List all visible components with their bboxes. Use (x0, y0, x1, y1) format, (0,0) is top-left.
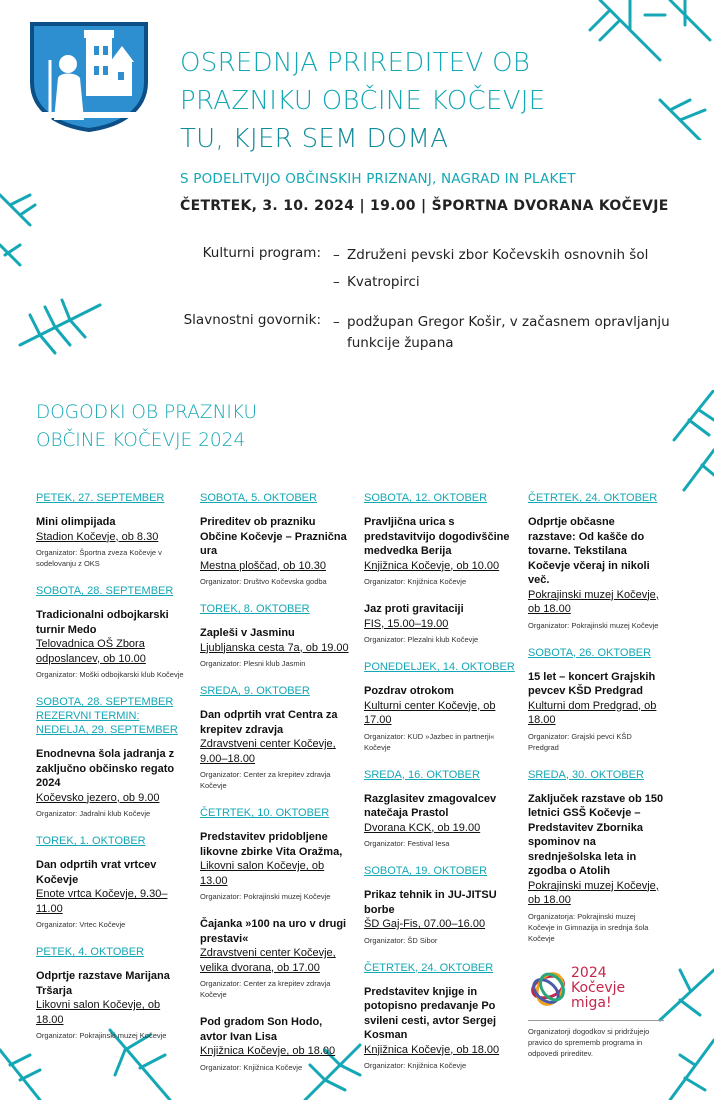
event-day-heading: SOBOTA, 28. SEPTEMBER REZERVNI TERMIN: NEDELJA, 29. SEPTEMBER (36, 696, 178, 736)
event-item (36, 747, 188, 819)
event-item (364, 684, 516, 753)
event-item (36, 515, 188, 569)
divider (528, 1020, 664, 1021)
event-title: Predstavitev pridobljene likovne zbirke Vita Oražma, (200, 831, 343, 858)
event-title: Prikaz tehnik in JU-JITSU borbe (364, 889, 497, 916)
event-location: Enote vrtca Kočevje, 9.30–11.00 (36, 888, 168, 915)
event-title: Pod gradom Son Hodo, avtor Ivan Lisa (200, 1016, 323, 1043)
event-item (200, 917, 350, 1000)
event-day-heading: SOBOTA, 26. OKTOBER (528, 646, 652, 659)
event-title: Čajanka »100 na uro v drugi prestavi« (200, 918, 347, 945)
event-title: Odprtje občasne razstave: Od kašče do tovarne. Tekstilana Kočevje včeraj in nikoli več. (528, 516, 650, 586)
speaker-label: Slavnostni govornik: (183, 312, 321, 328)
events-column-1 (36, 491, 188, 1056)
event-organizer: Organizator: Društvo Kočevska godba (200, 577, 327, 586)
main-title (180, 44, 680, 158)
event-location: Mestna ploščad, ob 10.30 (200, 559, 326, 572)
events-column-3 (364, 491, 516, 1086)
event-location: Kulturni center Kočevje, ob 17.00 (364, 699, 496, 726)
event-organizer: Organizator: Moški odbojkarski klub Kočevje (36, 670, 184, 679)
event-item (364, 985, 516, 1072)
snowflake-branch-left-icon (0, 185, 105, 370)
event-location: Telovadnica OŠ Zbora odposlancev, ob 10.00 (36, 638, 146, 665)
event-organizer: Organizator: Festival Iesa (364, 839, 450, 848)
speaker-item: – podžupan Gregor Košir, v začasnem opravljanju funkcije župana (333, 312, 670, 354)
event-item (364, 515, 516, 587)
event-day-heading: ČETRTEK, 24. OKTOBER (364, 961, 494, 974)
speaker-row (180, 312, 670, 360)
title-line-1: OSREDNJA PRIREDITEV OB (180, 48, 531, 78)
event-location: Likovni salon Kočevje, ob 13.00 (200, 860, 325, 887)
event-location: Pokrajinski muzej Kočevje, ob 18.00 (528, 588, 659, 615)
event-item (36, 969, 188, 1041)
event-location: Zdravstveni center Kočevje, 9.00–18.00 (200, 738, 336, 765)
event-date-place: ČETRTEK, 3. 10. 2024 | 19.00 | ŠPORTNA DVORANA KOČEVJE (180, 198, 669, 214)
event-location: Knjižnica Kočevje, ob 18.00 (364, 1043, 500, 1056)
event-title: Tradicionalni odbojkarski turnir Medo (36, 609, 169, 636)
event-item (528, 670, 664, 753)
event-title: Jaz proti gravitaciji (364, 603, 464, 615)
logo-text: 2024 Kočevje miga! (571, 965, 626, 1011)
event-organizer: Organizator: Pokrajinski muzej Kočevje (200, 892, 331, 901)
event-location: Dvorana KCK, ob 19.00 (364, 821, 481, 834)
event-title: Predstavitev knjige in potopisno predavanje Po svileni cesti, avtor Sergej Kosman (364, 985, 497, 1041)
dash: – (333, 274, 340, 290)
event-day-heading: TOREK, 8. OKTOBER (200, 603, 310, 615)
events-heading: DOGODKI OB PRAZNIKU OBČINE KOČEVJE 2024 (36, 402, 258, 451)
event-item (364, 792, 516, 850)
event-organizer: Organizator: Knjižnica Kočevje (364, 577, 467, 586)
event-location: Pokrajinski muzej Kočevje, ob 18.00 (528, 879, 659, 906)
event-item (200, 1015, 350, 1073)
event-organizer: Organizator: Pokrajinski muzej Kočevje (528, 620, 659, 630)
event-item (364, 888, 516, 946)
event-day-heading: SREDA, 16. OKTOBER (364, 768, 480, 781)
event-title: 15 let – koncert Grajskih pevcev KŠD Predgrad (528, 670, 656, 697)
event-day-heading: SOBOTA, 19. OKTOBER (364, 865, 488, 877)
footer-note: Organizatorji dogodkov si pridržujejo pravico do sprememb programa in odpovedi prireditev. (528, 1027, 650, 1058)
event-item (36, 608, 188, 680)
event-organizer: Organizator: KUD »Jazbec in partnerji« Kočevje (364, 731, 495, 752)
event-day-heading: ČETRTEK, 10. OKTOBER (200, 807, 330, 819)
event-day-heading: SREDA, 9. OKTOBER (200, 685, 310, 697)
event-title: Dan odprtih vrat Centra za krepitev zdravja (200, 709, 338, 736)
event-title: Odprtje razstave Marijana Tršarja (36, 970, 170, 997)
event-title: Zaključek razstave ob 150 letnici GSŠ Kočevje – Predstavitev Zbornika spominov na srednješolska leta in zgodba o Atolih (528, 792, 664, 877)
event-organizer: Organizator: Knjižnica Kočevje (200, 1062, 303, 1072)
event-location: Knjižnica Kočevje, ob 10.00 (364, 559, 500, 572)
event-organizer: Organizator: Center za krepitev zdravja Kočevje (200, 979, 331, 999)
event-organizer: Organizator: Pokrajinski muzej Kočevje (36, 1031, 167, 1040)
program-block (180, 245, 670, 360)
event-organizer: Organizatorja: Pokrajinski muzej Kočevje in Gimnazija in srednja šola Kočevje (528, 911, 649, 943)
event-title: Dan odprtih vrat vrtcev Kočevje (36, 859, 157, 886)
title-line-3: TU, KJER SEM DOMA (180, 124, 449, 154)
cultural-program-item: – Kvatropirci (333, 272, 670, 293)
event-location: Ljubljanska cesta 7a, ob 19.00 (200, 641, 349, 654)
event-item (528, 515, 664, 631)
event-location: Stadion Kočevje, ob 8.30 (36, 530, 159, 543)
event-day-heading: PETEK, 27. SEPTEMBER (36, 492, 165, 504)
event-title: Mini olimpijada (36, 516, 116, 528)
event-day-heading: SOBOTA, 5. OKTOBER (200, 492, 317, 504)
event-item (200, 830, 350, 902)
event-item (200, 515, 350, 587)
dash: – (333, 247, 340, 263)
event-day-heading: SREDA, 30. OKTOBER (528, 768, 644, 781)
event-location: ŠD Gaj-Fis, 07.00–16.00 (364, 918, 486, 930)
cultural-program-label: Kulturni program: (202, 245, 321, 261)
events-column-2 (200, 491, 350, 1088)
snowflake-branch-right-icon (664, 390, 714, 500)
event-organizer: Organizator: Center za krepitev zdravja Kočevje (200, 770, 331, 790)
event-day-heading: SOBOTA, 28. SEPTEMBER (36, 585, 174, 597)
event-organizer: Organizator: ŠD Sibor (364, 935, 438, 945)
event-day-heading: TOREK, 1. OKTOBER (36, 835, 146, 847)
event-organizer: Organizator: Plesni klub Jasmin (200, 659, 306, 668)
event-location: Kulturni dom Predgrad, ob 18.00 (528, 699, 657, 726)
cultural-program-row (180, 245, 670, 299)
event-organizer: Organizator: Vrtec Kočevje (36, 920, 126, 929)
event-location: Kočevsko jezero, ob 9.00 (36, 791, 160, 804)
event-item (200, 626, 350, 669)
event-location: Knjižnica Kočevje, ob 18.00 (200, 1045, 336, 1057)
event-day-heading: ČETRTEK, 24. OKTOBER (528, 492, 658, 504)
event-organizer: Organizator: Jadralni klub Kočevje (36, 809, 151, 818)
event-title: Pravljična urica s predstavitvijo dogodivščine medvedka Berija (364, 516, 510, 557)
event-day-heading: SOBOTA, 12. OKTOBER (364, 492, 488, 504)
event-item (36, 858, 188, 930)
event-location: FIS, 15.00–19.00 (364, 617, 449, 630)
event-item (528, 792, 664, 944)
event-title: Prireditev ob prazniku Občine Kočevje – Praznična ura (200, 516, 347, 557)
event-item (364, 602, 516, 645)
events-column-4 (528, 491, 664, 959)
event-title: Pozdrav otrokom (364, 685, 454, 697)
dash: – (333, 314, 340, 330)
title-line-2: PRAZNIKU OBČINE KOČEVJE (180, 86, 546, 116)
event-organizer: Organizator: Knjižnica Kočevje (364, 1061, 467, 1070)
event-location: Likovni salon Kočevje, ob 18.00 (36, 999, 161, 1026)
cultural-program-item: – Združeni pevski zbor Kočevskih osnovnih šol (333, 245, 670, 266)
event-title: Enodnevna šola jadranja z zaključno občinsko regato 2024 (36, 748, 175, 789)
municipality-crest-icon (28, 20, 150, 132)
subtitle: S PODELITVIJO OBČINSKIH PRIZNANJ, NAGRAD IN PLAKET (180, 171, 576, 187)
event-day-heading: PETEK, 4. OKTOBER (36, 946, 144, 958)
event-title: Razglasitev zmagovalcev natečaja Prastol (364, 792, 497, 819)
event-organizer: Organizator: Športna zveza Kočevje v sodelovanju z OKS (36, 548, 162, 568)
event-organizer: Organizator: Grajski pevci KŠD Predgrad (528, 731, 632, 752)
event-location: Zdravstveni center Kočevje, velika dvorana, ob 17.00 (200, 947, 336, 974)
event-organizer: Organizator: Plezalni klub Kočevje (364, 635, 479, 644)
event-day-heading: PONEDELJEK, 14. OKTOBER (364, 661, 515, 673)
event-item (200, 708, 350, 791)
event-title: Zapleši v Jasminu (200, 627, 295, 639)
